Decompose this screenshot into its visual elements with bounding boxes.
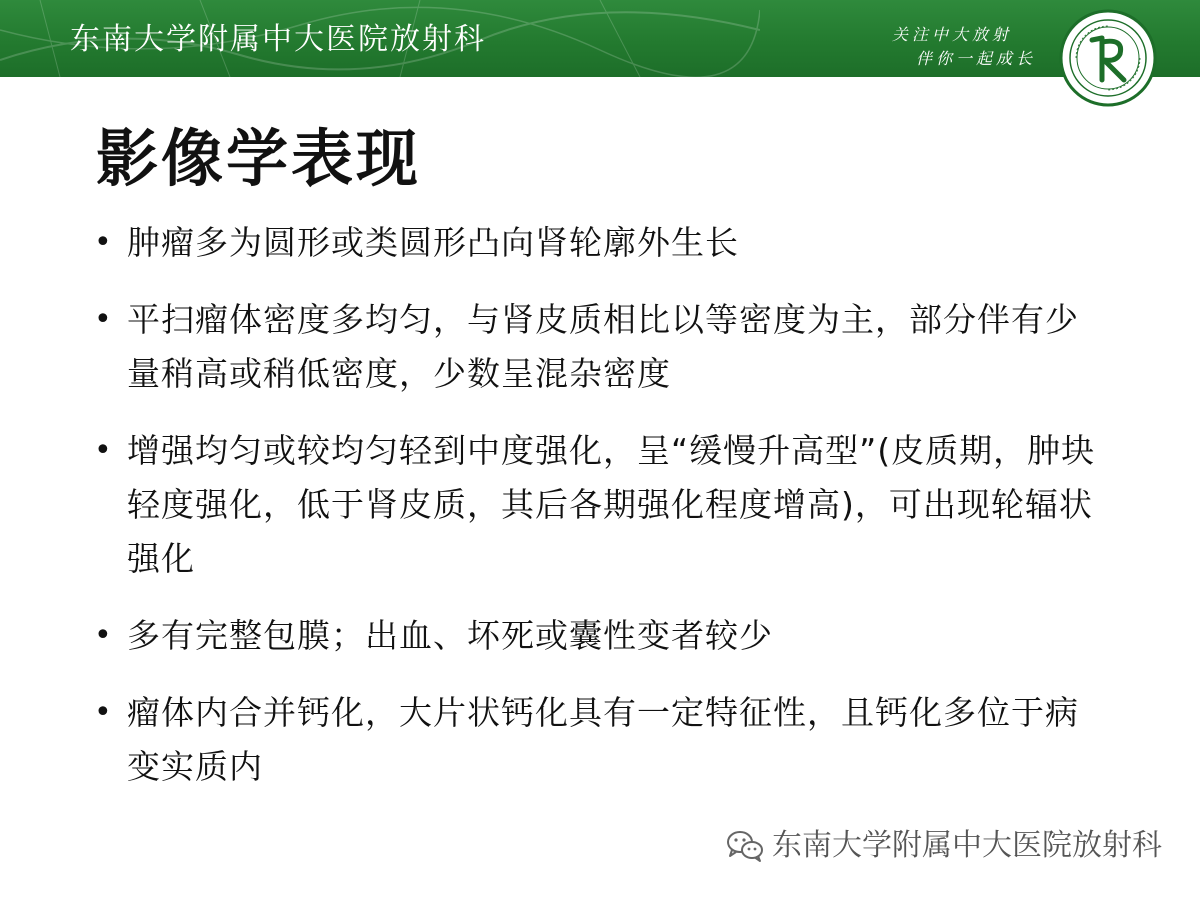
bullet-list — [94, 216, 1104, 817]
header-title: 东南大学附属中大医院放射科 — [70, 22, 486, 57]
watermark — [726, 826, 1162, 866]
page-title: 影像学表现 — [96, 122, 422, 195]
bullet-dot: • — [94, 695, 113, 730]
bullet-item — [94, 216, 1104, 270]
bullet-text: 平扫瘤体密度多均匀，与肾皮质相比以等密度为主，部分伴有少量稍高或稍低密度，少数呈混杂密度 — [127, 300, 1079, 393]
hospital-logo-icon — [1058, 8, 1158, 108]
bullet-text: 增强均匀或较均匀轻到中度强化，呈“缓慢升高型”(皮质期，肿块轻度强化，低于肾皮质，其后各期强化程度增高)，可出现轮辐状强化 — [127, 431, 1096, 578]
wechat-icon — [726, 829, 764, 863]
slogan-line-2: 伴你一起成长 — [916, 49, 1037, 68]
bullet-item — [94, 686, 1104, 794]
watermark-text: 东南大学附属中大医院放射科 — [772, 828, 1162, 863]
bullet-item — [94, 424, 1104, 586]
bullet-dot: • — [94, 433, 113, 468]
bullet-dot: • — [94, 618, 113, 653]
slogan-line-1: 关注中大放射 — [892, 25, 1013, 44]
bullet-dot: • — [94, 302, 113, 337]
bullet-text: 肿瘤多为圆形或类圆形凸向肾轮廓外生长 — [127, 223, 739, 262]
bullet-text: 瘤体内合并钙化，大片状钙化具有一定特征性，且钙化多位于病变实质内 — [127, 693, 1079, 786]
bullet-text: 多有完整包膜；出血、坏死或囊性变者较少 — [127, 616, 773, 655]
bullet-dot: • — [94, 225, 113, 260]
header-bar — [0, 0, 1200, 77]
bullet-item — [94, 609, 1104, 663]
bullet-item — [94, 293, 1104, 401]
